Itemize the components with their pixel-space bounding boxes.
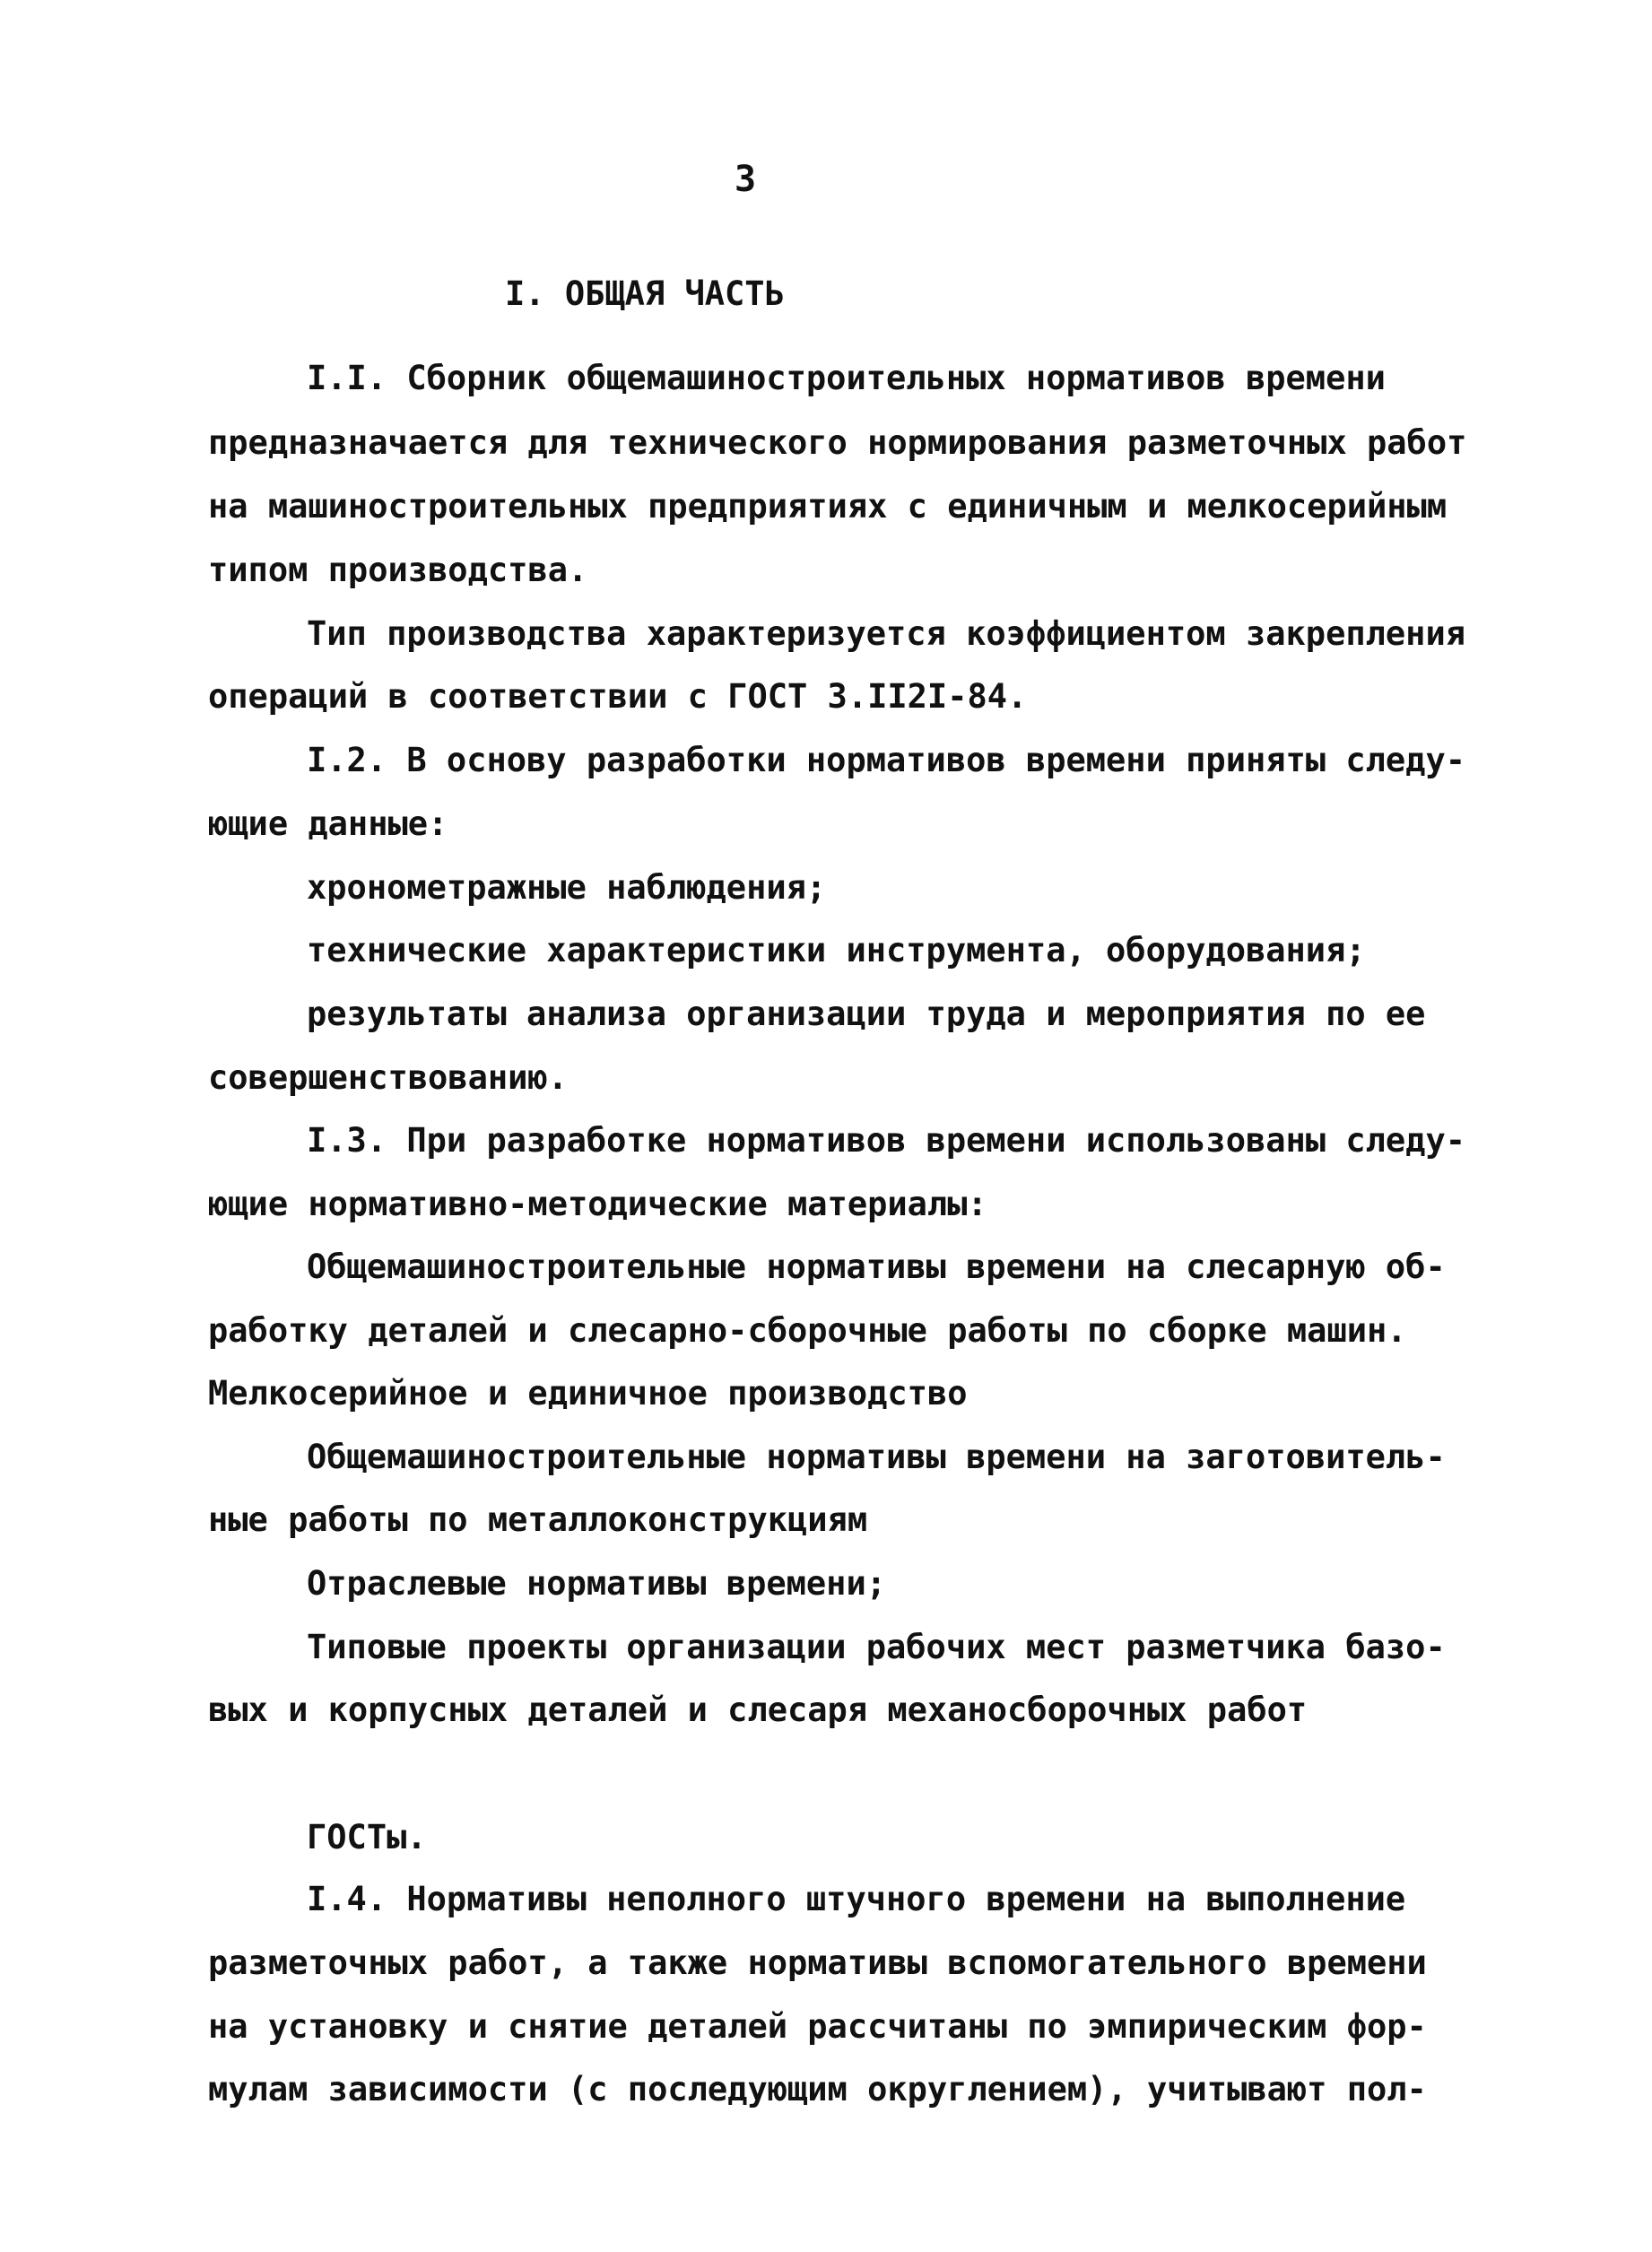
text-line: Отраслевые нормативы времени;: [307, 1564, 887, 1603]
text-line: на машиностроительных предприятиях с единичным и мелкосерийным: [208, 487, 1448, 526]
text-line: Тип производства характеризуется коэффициентом закрепления: [307, 614, 1466, 653]
text-line: разметочных работ, а также нормативы вспомогательного времени: [208, 1943, 1427, 1982]
text-line: I.3. При разработке нормативов времени использованы следу-: [307, 1121, 1466, 1160]
text-line: технические характеристики инструмента, оборудования;: [307, 931, 1366, 969]
text-line: мулам зависимости (с последующим округлением), учитывают пол-: [208, 2070, 1427, 2109]
text-line: ющие нормативно-методические материалы:: [208, 1185, 987, 1223]
text-line: ющие данные:: [208, 804, 448, 843]
text-line: работку деталей и слесарно-сборочные работы по сборке машин.: [208, 1311, 1407, 1350]
text-line: на установку и снятие деталей рассчитаны по эмпирическим фор-: [208, 2007, 1427, 2046]
text-line: предназначается для технического нормирования разметочных работ: [208, 423, 1467, 462]
section-title: I. ОБЩАЯ ЧАСТЬ: [505, 274, 785, 313]
text-line: Общемашиностроительные нормативы времени на слесарную об-: [307, 1248, 1446, 1286]
text-line: Типовые проекты организации рабочих мест разметчика базо-: [307, 1628, 1446, 1666]
text-line: ные работы по металлоконструкциям: [208, 1500, 868, 1539]
page-number: 3: [735, 159, 757, 200]
text-line: совершенствованию.: [208, 1058, 568, 1097]
text-line: типом производства.: [208, 551, 588, 589]
text-line: результаты анализа организации труда и мероприятия по ее: [307, 995, 1426, 1033]
text-line: вых и корпусных деталей и слесаря механосборочных работ: [208, 1691, 1308, 1729]
text-line: операций в соответствии с ГОСТ 3.II2I-84.: [208, 677, 1028, 716]
text-line: I.4. Нормативы неполного штучного времени на выполнение: [307, 1880, 1406, 1918]
text-line: I.I. Сборник общемашиностроительных нормативов времени: [307, 359, 1386, 397]
text-line: хронометражные наблюдения;: [307, 868, 827, 907]
text-line: Общемашиностроительные нормативы времени на заготовитель-: [307, 1438, 1446, 1476]
text-line: ГОСТы.: [307, 1818, 427, 1856]
text-line: I.2. В основу разработки нормативов времени приняты следу-: [307, 741, 1466, 779]
text-line: Мелкосерийное и единичное производство: [208, 1374, 968, 1413]
